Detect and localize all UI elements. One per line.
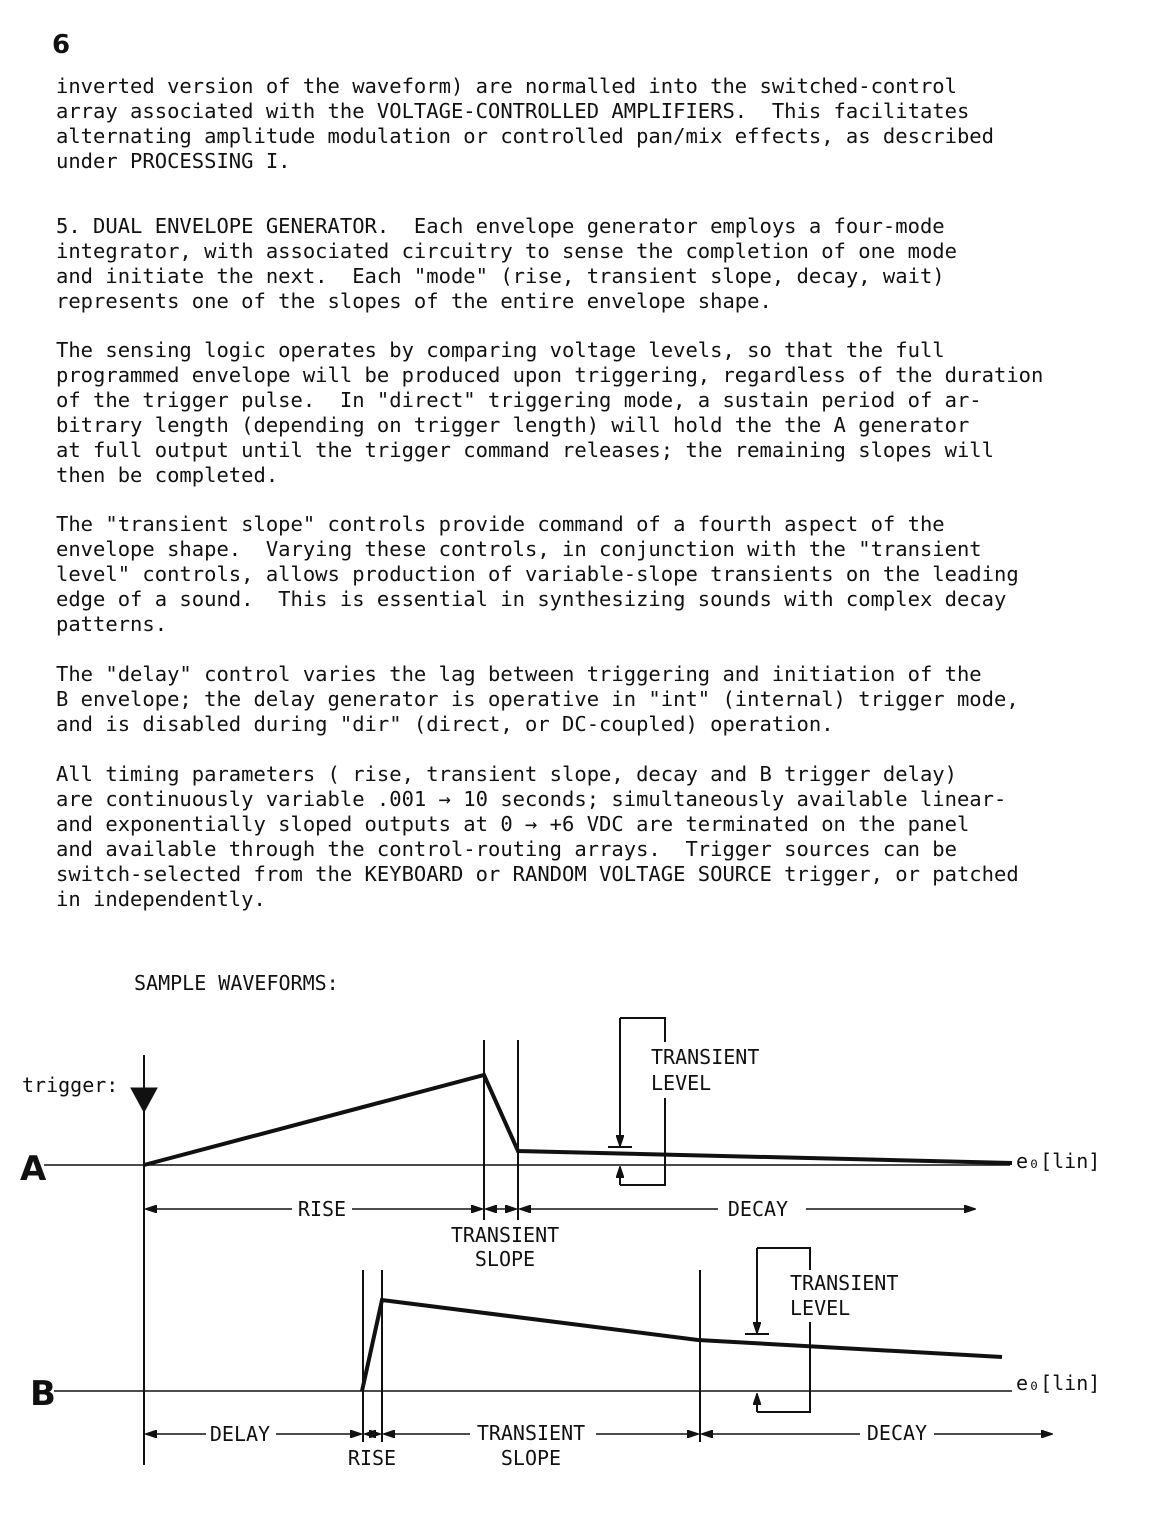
trigger-label: trigger: [22,1073,119,1097]
paragraph-6-line-1: All timing parameters ( rise, transient slope, decay and B trigger delay) [56,762,957,786]
paragraph-5-line-3: and is disabled during "dir" (direct, or DC-coupled) operation. [56,712,834,736]
envelope-b-delay-label: DELAY [209,1422,271,1446]
paragraph-3-line-2: programmed envelope will be produced upon triggering, regardless of the duration [56,363,1044,387]
envelope-b-transient-level-label-1: TRANSIENT [790,1271,899,1295]
envelope-b-transient-slope-label-1: TRANSIENT [476,1421,586,1445]
paragraph-3-line-6: then be completed. [56,463,279,487]
envelope-b-decay-label: DECAY [866,1421,928,1445]
paragraph-2-line-1: 5. DUAL ENVELOPE GENERATOR. Each envelope generator employs a four-mode [56,214,945,238]
paragraph-4-line-1: The "transient slope" controls provide command of a fourth aspect of the [56,512,945,536]
paragraph-6-line-2: are continuously variable .001 → 10 seconds; simultaneously available linear- [56,787,1007,811]
paragraph-4-line-3: level" controls, allows production of variable-slope transients on the leading [56,562,1019,586]
envelope-a-output-label: e₀[lin] [1016,1149,1101,1173]
envelope-a-transient-slope-label-2: SLOPE [474,1247,536,1271]
paragraph-3-line-3: of the trigger pulse. In "direct" triggering mode, a sustain period of ar- [56,388,982,412]
page-number: 6 [52,30,71,60]
envelope-a-waveform [144,1075,1012,1165]
envelope-a-transient-level-label-1: TRANSIENT [651,1045,760,1069]
paragraph-4-line-2: envelope shape. Varying these controls, in conjunction with the "transient [56,537,982,561]
paragraph-6-line-6: in independently. [56,887,266,911]
paragraph-2-line-4: represents one of the slopes of the entire envelope shape. [56,289,772,313]
diagram-heading: SAMPLE WAVEFORMS: [134,971,339,995]
envelope-b-output-label: e₀[lin] [1016,1371,1101,1395]
paragraph-4-line-5: patterns. [56,612,168,636]
paragraph-1-line-3: alternating amplitude modulation or controlled pan/mix effects, as described [56,124,994,148]
paragraph-1-line-1: inverted version of the waveform) are normalled into the switched-control [56,74,957,98]
envelope-a-transient-level-label-2: LEVEL [651,1071,712,1095]
paragraph-3-line-1: The sensing logic operates by comparing voltage levels, so that the full [56,338,945,362]
envelope-a-transient-slope-label-1: TRANSIENT [450,1223,560,1247]
envelope-b-rise-label: RISE [347,1446,397,1470]
paragraph-5-line-2: B envelope; the delay generator is operative in "int" (internal) trigger mode, [56,687,1019,711]
envelope-b-transient-level-label-2: LEVEL [790,1296,851,1320]
paragraph-2-line-3: and initiate the next. Each "mode" (rise, transient slope, decay, wait) [56,264,945,288]
paragraph-3-line-4: bitrary length (depending on trigger length) will hold the the A generator [56,413,970,437]
paragraph-1-line-4: under PROCESSING I. [56,149,291,173]
paragraph-4-line-4: edge of a sound. This is essential in synthesizing sounds with complex decay [56,587,1007,611]
paragraph-1-line-2: array associated with the VOLTAGE-CONTROLLED AMPLIFIERS. This facilitates [56,99,970,123]
paragraph-2-line-2: integrator, with associated circuitry to sense the completion of one mode [56,239,957,263]
envelope-b-label: B [30,1374,56,1414]
envelope-a-decay-label: DECAY [727,1197,789,1221]
envelope-a-rise-label: RISE [297,1197,347,1221]
paragraph-6-line-3: and exponentially sloped outputs at 0 → +6 VDC are terminated on the panel [56,812,970,836]
paragraph-3-line-5: at full output until the trigger command releases; the remaining slopes will [56,438,994,462]
trigger-arrow-icon [131,1088,157,1112]
envelope-b-transient-slope-label-2: SLOPE [500,1446,562,1470]
paragraph-5-line-1: The "delay" control varies the lag between triggering and initiation of the [56,662,982,686]
paragraph-6-line-5: switch-selected from the KEYBOARD or RANDOM VOLTAGE SOURCE trigger, or patched [56,862,1019,886]
paragraph-6-line-4: and available through the control-routing arrays. Trigger sources can be [56,837,957,861]
envelope-a-label: A [20,1149,47,1189]
